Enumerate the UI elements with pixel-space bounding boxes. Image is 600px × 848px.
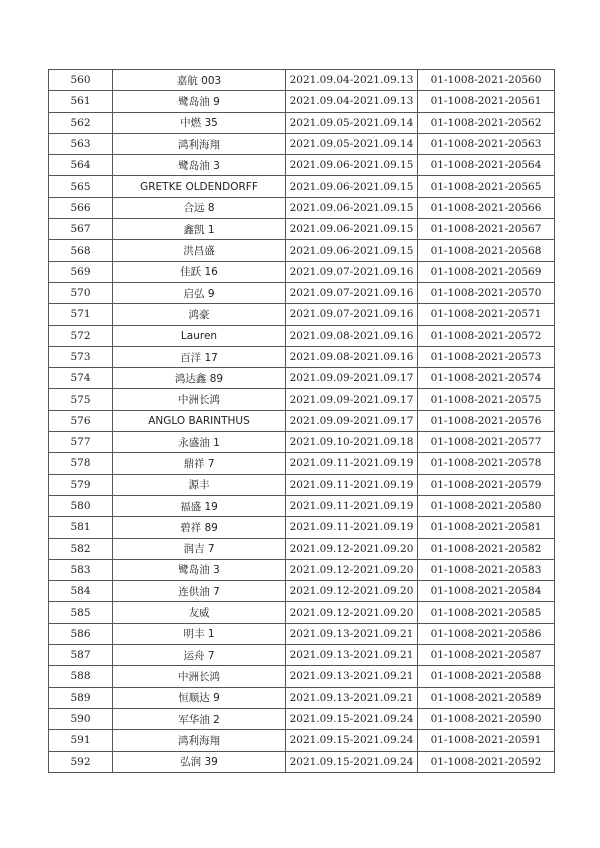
vessel-name-cell: 友威 (113, 602, 286, 623)
row-number-cell: 563 (49, 133, 113, 154)
row-number-cell: 589 (49, 687, 113, 708)
period-cell: 2021.09.12-2021.09.20 (286, 538, 418, 559)
period-cell: 2021.09.06-2021.09.15 (286, 219, 418, 240)
certificate-code-cell: 01-1008-2021-20575 (418, 389, 555, 410)
period-cell: 2021.09.06-2021.09.15 (286, 155, 418, 176)
certificate-code-cell: 01-1008-2021-20574 (418, 368, 555, 389)
table-row (49, 261, 555, 282)
row-number-cell: 576 (49, 410, 113, 431)
table-row (49, 453, 555, 474)
row-number-cell: 592 (49, 751, 113, 772)
row-number-cell: 585 (49, 602, 113, 623)
table-row (49, 346, 555, 367)
row-number-cell: 570 (49, 282, 113, 303)
row-number-cell: 583 (49, 559, 113, 580)
certificate-code-cell: 01-1008-2021-20561 (418, 91, 555, 112)
row-number-cell: 591 (49, 730, 113, 751)
vessel-name-cell: 军华油 2 (113, 708, 286, 729)
table-row (49, 389, 555, 410)
table-row (49, 730, 555, 751)
table-row (49, 474, 555, 495)
period-cell: 2021.09.09-2021.09.17 (286, 389, 418, 410)
vessel-name-cell: GRETKE OLDENDORFF (113, 176, 286, 197)
table-row (49, 197, 555, 218)
certificate-code-cell: 01-1008-2021-20580 (418, 495, 555, 516)
certificate-code-cell: 01-1008-2021-20576 (418, 410, 555, 431)
period-cell: 2021.09.11-2021.09.19 (286, 474, 418, 495)
vessel-name-cell: ANGLO BARINTHUS (113, 410, 286, 431)
period-cell: 2021.09.11-2021.09.19 (286, 495, 418, 516)
table-row (49, 708, 555, 729)
certificate-code-cell: 01-1008-2021-20563 (418, 133, 555, 154)
period-cell: 2021.09.12-2021.09.20 (286, 581, 418, 602)
row-number-cell: 584 (49, 581, 113, 602)
records-table (48, 69, 555, 773)
certificate-code-cell: 01-1008-2021-20566 (418, 197, 555, 218)
period-cell: 2021.09.08-2021.09.16 (286, 346, 418, 367)
period-cell: 2021.09.13-2021.09.21 (286, 645, 418, 666)
period-cell: 2021.09.13-2021.09.21 (286, 666, 418, 687)
vessel-name-cell: 鸿利海翔 (113, 133, 286, 154)
certificate-code-cell: 01-1008-2021-20592 (418, 751, 555, 772)
vessel-name-cell: 永盛油 1 (113, 432, 286, 453)
table-row (49, 538, 555, 559)
row-number-cell: 582 (49, 538, 113, 559)
vessel-name-cell: 鸿豪 (113, 304, 286, 325)
table-row (49, 91, 555, 112)
period-cell: 2021.09.07-2021.09.16 (286, 282, 418, 303)
vessel-name-cell: 连供油 7 (113, 581, 286, 602)
period-cell: 2021.09.04-2021.09.13 (286, 91, 418, 112)
certificate-code-cell: 01-1008-2021-20581 (418, 517, 555, 538)
period-cell: 2021.09.07-2021.09.16 (286, 304, 418, 325)
row-number-cell: 568 (49, 240, 113, 261)
table-row (49, 517, 555, 538)
table-row (49, 666, 555, 687)
certificate-code-cell: 01-1008-2021-20588 (418, 666, 555, 687)
certificate-code-cell: 01-1008-2021-20570 (418, 282, 555, 303)
vessel-name-cell: 润吉 7 (113, 538, 286, 559)
certificate-code-cell: 01-1008-2021-20572 (418, 325, 555, 346)
vessel-name-cell: 鹭岛油 3 (113, 155, 286, 176)
certificate-code-cell: 01-1008-2021-20577 (418, 432, 555, 453)
table-row (49, 623, 555, 644)
table-row (49, 602, 555, 623)
certificate-code-cell: 01-1008-2021-20565 (418, 176, 555, 197)
certificate-code-cell: 01-1008-2021-20562 (418, 112, 555, 133)
certificate-code-cell: 01-1008-2021-20582 (418, 538, 555, 559)
table-row (49, 368, 555, 389)
period-cell: 2021.09.12-2021.09.20 (286, 602, 418, 623)
table-row (49, 155, 555, 176)
table-row (49, 432, 555, 453)
certificate-code-cell: 01-1008-2021-20590 (418, 708, 555, 729)
period-cell: 2021.09.05-2021.09.14 (286, 133, 418, 154)
row-number-cell: 580 (49, 495, 113, 516)
vessel-name-cell: 中燃 35 (113, 112, 286, 133)
table-row (49, 581, 555, 602)
row-number-cell: 561 (49, 91, 113, 112)
row-number-cell: 573 (49, 346, 113, 367)
period-cell: 2021.09.13-2021.09.21 (286, 687, 418, 708)
vessel-name-cell: 弘润 39 (113, 751, 286, 772)
table-row (49, 112, 555, 133)
vessel-name-cell: 明丰 1 (113, 623, 286, 644)
table-row (49, 133, 555, 154)
certificate-code-cell: 01-1008-2021-20584 (418, 581, 555, 602)
certificate-code-cell: 01-1008-2021-20560 (418, 70, 555, 91)
period-cell: 2021.09.11-2021.09.19 (286, 453, 418, 474)
period-cell: 2021.09.15-2021.09.24 (286, 708, 418, 729)
certificate-code-cell: 01-1008-2021-20571 (418, 304, 555, 325)
certificate-code-cell: 01-1008-2021-20579 (418, 474, 555, 495)
row-number-cell: 566 (49, 197, 113, 218)
period-cell: 2021.09.06-2021.09.15 (286, 197, 418, 218)
vessel-name-cell: 鹭岛油 3 (113, 559, 286, 580)
row-number-cell: 564 (49, 155, 113, 176)
vessel-name-cell: 合远 8 (113, 197, 286, 218)
table-row (49, 325, 555, 346)
period-cell: 2021.09.09-2021.09.17 (286, 410, 418, 431)
row-number-cell: 575 (49, 389, 113, 410)
period-cell: 2021.09.11-2021.09.19 (286, 517, 418, 538)
certificate-code-cell: 01-1008-2021-20567 (418, 219, 555, 240)
row-number-cell: 560 (49, 70, 113, 91)
row-number-cell: 588 (49, 666, 113, 687)
period-cell: 2021.09.10-2021.09.18 (286, 432, 418, 453)
period-cell: 2021.09.09-2021.09.17 (286, 368, 418, 389)
vessel-name-cell: 鑫凯 1 (113, 219, 286, 240)
period-cell: 2021.09.04-2021.09.13 (286, 70, 418, 91)
row-number-cell: 567 (49, 219, 113, 240)
vessel-name-cell: 碧祥 89 (113, 517, 286, 538)
table-row (49, 495, 555, 516)
period-cell: 2021.09.12-2021.09.20 (286, 559, 418, 580)
row-number-cell: 579 (49, 474, 113, 495)
certificate-code-cell: 01-1008-2021-20569 (418, 261, 555, 282)
row-number-cell: 577 (49, 432, 113, 453)
period-cell: 2021.09.15-2021.09.24 (286, 730, 418, 751)
vessel-name-cell: 嘉航 003 (113, 70, 286, 91)
row-number-cell: 578 (49, 453, 113, 474)
row-number-cell: 572 (49, 325, 113, 346)
vessel-name-cell: 恒顺达 9 (113, 687, 286, 708)
period-cell: 2021.09.13-2021.09.21 (286, 623, 418, 644)
table-row (49, 70, 555, 91)
row-number-cell: 586 (49, 623, 113, 644)
certificate-code-cell: 01-1008-2021-20591 (418, 730, 555, 751)
vessel-name-cell: 运舟 7 (113, 645, 286, 666)
table-row (49, 751, 555, 772)
vessel-name-cell: 启弘 9 (113, 282, 286, 303)
table-row (49, 304, 555, 325)
table-row (49, 176, 555, 197)
row-number-cell: 569 (49, 261, 113, 282)
vessel-name-cell: 百洋 17 (113, 346, 286, 367)
table-row (49, 410, 555, 431)
certificate-code-cell: 01-1008-2021-20564 (418, 155, 555, 176)
certificate-code-cell: 01-1008-2021-20589 (418, 687, 555, 708)
vessel-name-cell: 鼎祥 7 (113, 453, 286, 474)
certificate-code-cell: 01-1008-2021-20585 (418, 602, 555, 623)
period-cell: 2021.09.15-2021.09.24 (286, 751, 418, 772)
table-row (49, 240, 555, 261)
table-row (49, 687, 555, 708)
vessel-name-cell: 中洲长鸿 (113, 666, 286, 687)
row-number-cell: 571 (49, 304, 113, 325)
period-cell: 2021.09.07-2021.09.16 (286, 261, 418, 282)
row-number-cell: 574 (49, 368, 113, 389)
certificate-code-cell: 01-1008-2021-20573 (418, 346, 555, 367)
vessel-name-cell: 洪昌盛 (113, 240, 286, 261)
table-row (49, 645, 555, 666)
vessel-name-cell: 鸿利海翔 (113, 730, 286, 751)
records-table-body (49, 70, 555, 773)
certificate-code-cell: 01-1008-2021-20568 (418, 240, 555, 261)
row-number-cell: 587 (49, 645, 113, 666)
certificate-code-cell: 01-1008-2021-20578 (418, 453, 555, 474)
vessel-name-cell: 鸿达鑫 89 (113, 368, 286, 389)
vessel-name-cell: 中洲长鸿 (113, 389, 286, 410)
table-row (49, 559, 555, 580)
period-cell: 2021.09.08-2021.09.16 (286, 325, 418, 346)
certificate-code-cell: 01-1008-2021-20586 (418, 623, 555, 644)
row-number-cell: 590 (49, 708, 113, 729)
row-number-cell: 581 (49, 517, 113, 538)
table-row (49, 282, 555, 303)
vessel-name-cell: 佳跃 16 (113, 261, 286, 282)
row-number-cell: 565 (49, 176, 113, 197)
vessel-name-cell: 福盛 19 (113, 495, 286, 516)
period-cell: 2021.09.06-2021.09.15 (286, 176, 418, 197)
period-cell: 2021.09.05-2021.09.14 (286, 112, 418, 133)
row-number-cell: 562 (49, 112, 113, 133)
vessel-name-cell: Lauren (113, 325, 286, 346)
certificate-code-cell: 01-1008-2021-20583 (418, 559, 555, 580)
vessel-name-cell: 鹭岛油 9 (113, 91, 286, 112)
certificate-code-cell: 01-1008-2021-20587 (418, 645, 555, 666)
vessel-name-cell: 源丰 (113, 474, 286, 495)
period-cell: 2021.09.06-2021.09.15 (286, 240, 418, 261)
table-row (49, 219, 555, 240)
